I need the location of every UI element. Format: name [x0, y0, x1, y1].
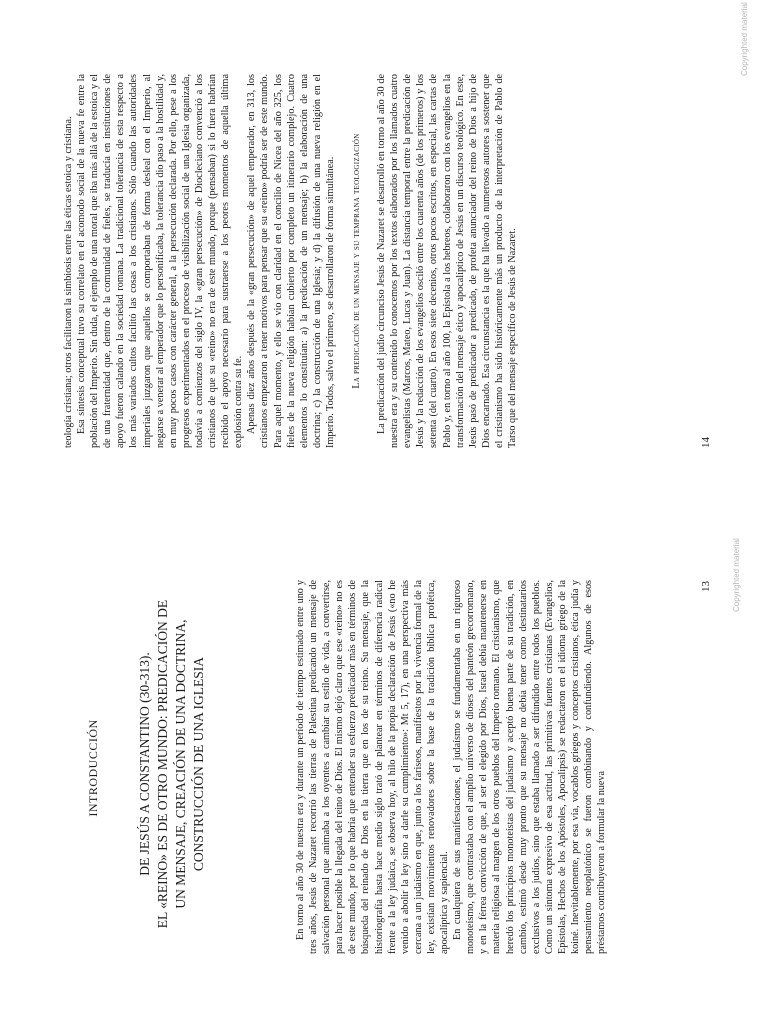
section-title: La predicación de un mensaje y su temprana teologización [350, 133, 362, 389]
copyright-watermark: Copyrighted material [732, 538, 741, 612]
right-body-text [62, 74, 519, 448]
page-number: 13 [700, 581, 712, 592]
chapter-title-line: DE JESÚS A CONSTANTINO (30-313). [137, 652, 152, 876]
chapter-title-line: UN MENSAJE, CREACIÓN DE UNA DOCTRINA, [173, 619, 188, 909]
paragraph: teología cristiana; otros facilitaron la simbiosis entre las éticas estoica y cristiana. [63, 116, 74, 448]
chapter-title-line: CONSTRUCCIÓN DE UNA IGLESIA [191, 656, 206, 872]
paragraph: En torno al año 30 de nuestra era y durante un período de tiempo estimado entre uno y tres años, Jesús de Nazaret recorrió las tierras de Palestina predicando un mensaje de salvación personal que animaba a los oyentes a cambiar su estilo de vida, a convertirse, para hacer posible la llegada del reino de Dios. El mismo dejó claro que ese «reino» no es de este mundo, por lo que habría que entender su esfuerzo predicador más en términos de búsqueda del reinado de Dios en la tierra que en los de su reino. Su mensaje, que la historiografía hasta hace medio siglo trató de plantear en términos de diferencia radical frente a la ley judaica, se observa hoy, al hilo de la propia declaración de Jesús («no he venido a abolir la ley sino a darle su cumplimiento»: Mt 5, 17), en una perspectiva más cercana a un judaísmo en que, junto a los fariseos, manifiestos por la vivencia formal de la ley, existían movimientos renovadores sobre la base de la tradición bíblica profética, apocalíptica y sapiencial. [295, 580, 451, 954]
paragraph: Esa síntesis conceptual tuvo su correlato en el acomodo social de la nueva fe entre la población del Imperio. Sin duda, el ejemplo de una moral que iba más allá de la estoica y el de una fraternidad que, dentro de la comunidad de fieles, se traducía en instituciones de apoyo fueron calando en la sociedad romana. La tradicional tolerancia de esta respecto a los más variados cultos facilitó las cosas a los cristianos. Sólo cuando las autoridades imperiales juzgaron que aquellos se comportaban de forma desleal con el Imperio, al negarse a venerar al emperador que lo personificaba, la tolerancia dio paso a la hostilidad y, en muy pocos casos con carácter general, a la persecución declarada. Por ello, pese a los progresos experimentados en el proceso de visibilización social de una Iglesia organizada, todavía a comienzos del siglo IV, la «gran persecución» de Diocleciano convenció a los cristianos de que su «reino» no era de este mundo, porque (pensaban) si lo fuera habrían recibido el apoyo necesario para sustraerse a los peores momentos de aquella última explosión contra su fe. [76, 74, 245, 448]
page-number: 14 [700, 437, 712, 448]
paragraph: La predicación del judío circunciso Jesús de Nazaret se desarrolló en torno al año 30 de nuestra era y su contenido lo conocemos por los textos elaborados por los llamados cuatro evangelistas (Marcos, Mateo, Lucas y Juan). La distancia temporal entre la predicación de Jesús y la redacción de los evangelios osciló entre los cuarenta años (de los primeros) y los setenta (del cuarto). En esos siete decenios, otros pocos escritos, en especial, las cartas de Pablo y, en torno al año 100, la Epístola a los hebreos, colaboraron con los evangelios en la transformación del mensaje ético y apocalíptico de Jesús en un discurso teológico. En este, Jesús pasó de predicador a predicado, de profeta anunciador del reino de Dios a hijo de Dios encarnado. Esa circunstancia es la que ha llevado a numerosos autores a sostener que el cristianismo ha sido históricamente más un producto de la interpretación de Pablo de Tarso que del mensaje específico de Jesús de Nazaret. [376, 74, 518, 448]
left-body-text [294, 580, 608, 954]
paragraph: En cualquiera de sus manifestaciones, el judaísmo se fundamentaba en un riguroso monoteísmo, que contrastaba con el amplio universo de dioses del panteón grecorromano, y en la férrea convicción de que, al ser el elegido por Dios, Israel debía mantenerse en materia religiosa al margen de los otros pueblos del Imperio romano. El cristianismo, que heredó los principios monoteístas del judaísmo y aceptó buena parte de su tradición, en cambio, estimó desde muy pronto que su mensaje no debía tener como destinatarios exclusivos a los judíos, sino que estaba llamado a ser difundido entre todos los pueblos. Como un síntoma expresivo de esa actitud, las primitivas fuentes cristianas (Evangelios, Epístolas, Hechos de los Apóstoles, Apocalipsis) se redactaron en el idioma griego de la koiné. Inevitablemente, por esa vía, vocablos griegos y conceptos cristianos, ética judía y pensamiento neoplatónico se fueron combinando y confundiendo. Algunos de esos préstamos contribuyeron a formular la nueva [452, 580, 608, 954]
left-page [0, 512, 768, 1024]
chapter-title [136, 574, 208, 954]
copyright-watermark: Copyrighted material [740, 2, 749, 76]
paragraph: Apenas diez años después de la «gran persecución» de aquel emperador, en 313, los cristianos empezaron a tener motivos para pensar que su «reino» podría ser de este mundo. Para aquel momento, y ello se vio con claridad en el concilio de Nicea del año 325, los fieles de la nueva religión habían cubierto por completo un itinerario complejo. Cuatro elementos lo constituían: a) la predicación de un mensaje; b) la elaboración de una doctrina; c) la construcción de una Iglesia; y d) la difusión de una nueva religión en el Imperio. Todos, salvo el primero, se desarrollaron de forma simultánea. [246, 74, 336, 448]
chapter-title-line: EL «REINO» ES DE OTRO MUNDO: PREDICACIÓN DE [155, 599, 170, 929]
running-header: INTRODUCCIÓN [86, 719, 100, 817]
